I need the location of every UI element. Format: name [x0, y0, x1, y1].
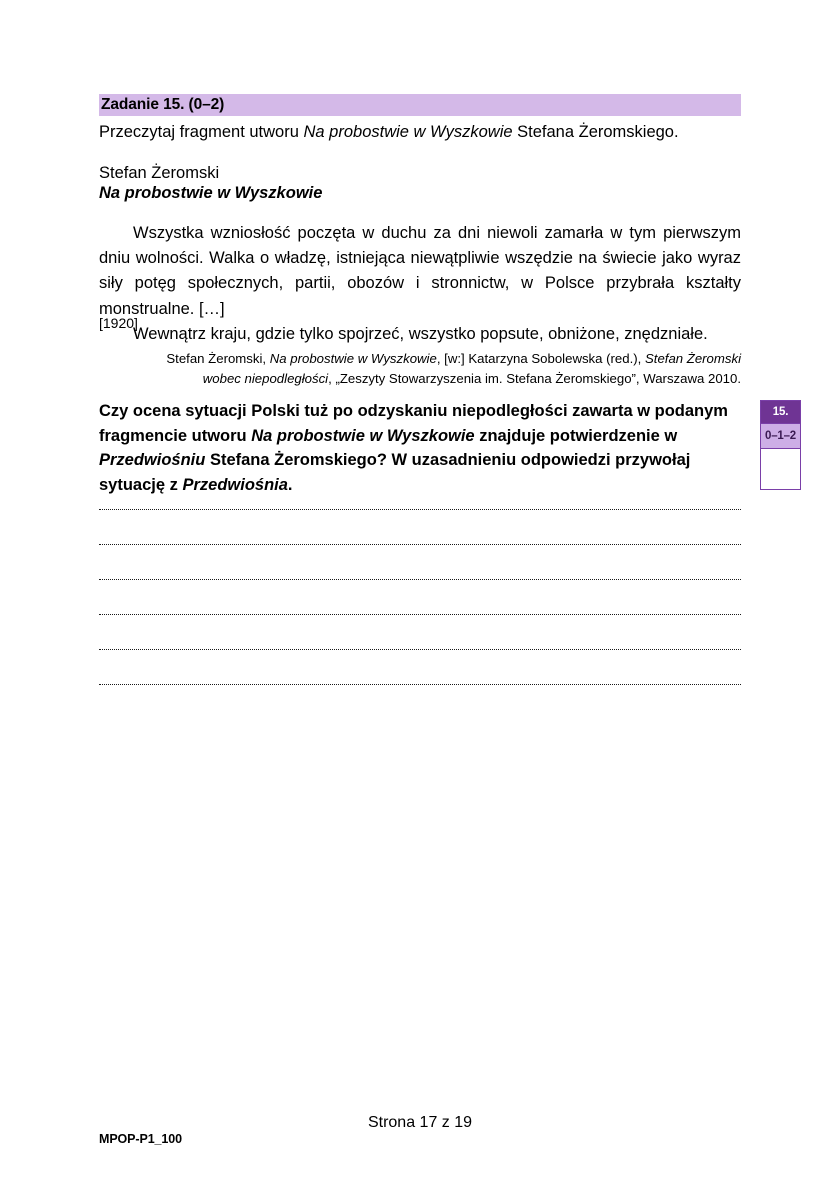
question-novel-title: Przedwiośnia [182, 475, 288, 494]
question-segment: znajduje potwierdzenie w [474, 426, 678, 445]
source-author: Stefan Żeromski [99, 164, 220, 182]
excerpt-paragraph: Wszystka wzniosłość poczęta w duchu za dni niewoli zamarła w tym pierwszym dniu wolności. Walka o władzę, istniejąca niewątpliwie wszędzie na świecie jako wyraz siły potęg społecznych, partii, obozów i stronnictw, w Polsce przybrała kształty monstrualne. […] [99, 224, 741, 318]
citation-segment: Stefan Żeromski, [166, 351, 270, 366]
citation-book-title: Stefan Żeromski wobec niepodległości [202, 351, 741, 386]
score-box-points-scale: 0–1–2 [761, 424, 800, 449]
question-prompt [99, 399, 744, 497]
score-box [760, 400, 801, 490]
task-instruction [99, 120, 749, 144]
excerpt-paragraph: Wewnątrz kraju, gdzie tylko spojrzeć, wszystko popsute, obniżone, znędzniałe. [133, 324, 708, 343]
excerpt-body [99, 221, 741, 347]
bibliographic-citation [141, 349, 741, 388]
score-box-task-number: 15. [761, 401, 800, 424]
question-work-title: Na probostwie w Wyszkowie [251, 426, 475, 445]
answer-line[interactable] [99, 608, 741, 643]
citation-work-title: Na probostwie w Wyszkowie [269, 351, 437, 366]
footer-page-number: Strona 17 z 19 [367, 1114, 473, 1131]
question-segment: Czy ocena sytuacji Polski tuż po odzyskaniu niepodległości zawarta w podanym fragmencie utworu [99, 402, 728, 445]
instruction-work-title: Na probostwie w Wyszkowie [303, 123, 513, 141]
question-segment: . [287, 475, 293, 494]
answer-line[interactable] [99, 678, 741, 713]
excerpt-date: [1920] [99, 315, 138, 331]
score-box-answer-cell[interactable] [761, 449, 800, 489]
source-title: Na probostwie w Wyszkowie [99, 184, 323, 202]
instruction-prefix: Przeczytaj fragment utworu [99, 123, 304, 141]
citation-segment: , [w:] Katarzyna Sobolewska (red.), [436, 351, 645, 366]
instruction-suffix: Stefana Żeromskiego. [512, 123, 679, 141]
answer-line[interactable] [99, 643, 741, 678]
question-segment: Stefana Żeromskiego? W uzasadnieniu odpowiedzi przywołaj sytuację z [99, 451, 691, 494]
question-novel-title: Przedwiośniu [99, 451, 206, 470]
footer-sheet-code: MPOP-P1_100 [99, 1132, 182, 1146]
task-header-band [99, 94, 741, 116]
citation-segment: , „Zeszyty Stowarzyszenia im. Stefana Żeromskiego”, Warszawa 2010. [328, 370, 741, 386]
task-header-label: Zadanie 15. (0–2) [101, 96, 225, 113]
answer-line[interactable] [99, 573, 741, 608]
answer-line[interactable] [99, 503, 741, 538]
answer-lines [99, 503, 741, 713]
answer-line[interactable] [99, 538, 741, 573]
